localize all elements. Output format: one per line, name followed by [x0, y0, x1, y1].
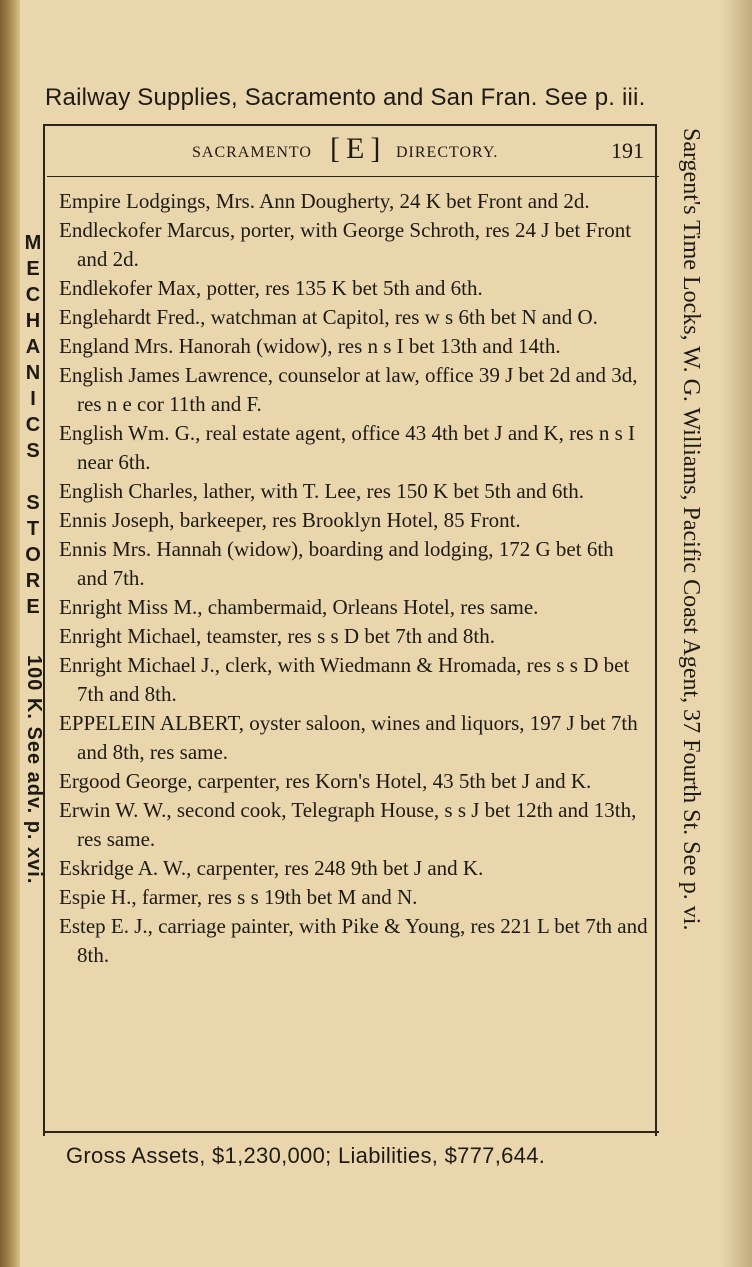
running-head-title: DIRECTORY.: [396, 144, 499, 161]
page-number: 191: [611, 138, 644, 163]
directory-entry: English James Lawrence, counselor at law, office 39 J bet 2d and 3d, res n e cor 11th and F.: [59, 363, 638, 416]
header-rule: [47, 176, 659, 177]
directory-entry: Enright Michael, teamster, res s s D bet 7th and 8th.: [59, 624, 495, 648]
directory-entry: EPPELEIN ALBERT, oyster saloon, wines and liquors, 197 J bet 7th and 8th, res same.: [59, 711, 638, 764]
directory-entry: Erwin W. W., second cook, Telegraph House, s s J bet 12th and 13th, res same.: [59, 798, 637, 851]
running-head-section-letter: [324, 134, 386, 164]
right-margin-advertisement: Sargent's Time Locks, W. G. Williams, Pacific Coast Agent, 37 Fourth St. See p. vi.: [678, 128, 704, 931]
directory-entry: Ennis Mrs. Hannah (widow), boarding and lodging, 172 G bet 6th and 7th.: [59, 537, 614, 590]
directory-entry: Ennis Joseph, barkeeper, res Brooklyn Hotel, 85 Front.: [59, 508, 521, 532]
directory-entry: England Mrs. Hanorah (widow), res n s I bet 13th and 14th.: [59, 334, 561, 358]
directory-entry: Endleckofer Marcus, porter, with George Schroth, res 24 J bet Front and 2d.: [59, 218, 632, 271]
directory-entry: Ergood George, carpenter, res Korn's Hotel, 43 5th bet J and K.: [59, 769, 592, 793]
right-bracket: ]: [370, 132, 381, 165]
directory-entry: Eskridge A. W., carpenter, res 248 9th bet J and K.: [59, 856, 484, 880]
directory-entry: Estep E. J., carriage painter, with Pike & Young, res 221 L bet 7th and 8th.: [59, 914, 648, 967]
directory-entry: Empire Lodgings, Mrs. Ann Dougherty, 24 K bet Front and 2d.: [59, 189, 590, 213]
section-letter: E: [346, 132, 365, 165]
running-head-city: SACRAMENTO: [192, 144, 312, 161]
directory-entry: Endlekofer Max, potter, res 135 K bet 5th and 6th.: [59, 276, 483, 300]
directory-entry: English Charles, lather, with T. Lee, res 150 K bet 5th and 6th.: [59, 479, 585, 503]
page-binding-shadow: [0, 0, 20, 1267]
directory-entries: [59, 187, 649, 970]
directory-entry: Espie H., farmer, res s s 19th bet M and N.: [59, 885, 418, 909]
top-advertisement-banner: Railway Supplies, Sacramento and San Fran. See p. iii.: [45, 84, 646, 111]
running-head: [54, 134, 654, 170]
left-bracket: [: [330, 132, 340, 165]
left-margin-stacked-text: M E C H A N I C S S T O R E: [24, 232, 42, 618]
left-margin-rotated-text: 100 K. See adv. p. xvi.: [23, 655, 45, 885]
directory-entry: Enright Miss M., chambermaid, Orleans Hotel, res same.: [59, 595, 539, 619]
directory-entry: Englehardt Fred., watchman at Capitol, res w s 6th bet N and O.: [59, 305, 598, 329]
frame-bottom-rule: [43, 1131, 659, 1133]
directory-entry: English Wm. G., real estate agent, office 43 4th bet J and K, res n s I near 6th.: [59, 421, 635, 474]
page-edge-shading: [722, 0, 752, 1267]
directory-entry: Enright Michael J., clerk, with Wiedmann & Hromada, res s s D bet 7th and 8th.: [59, 653, 630, 706]
bottom-advertisement-banner: Gross Assets, $1,230,000; Liabilities, $777,644.: [66, 1143, 546, 1168]
